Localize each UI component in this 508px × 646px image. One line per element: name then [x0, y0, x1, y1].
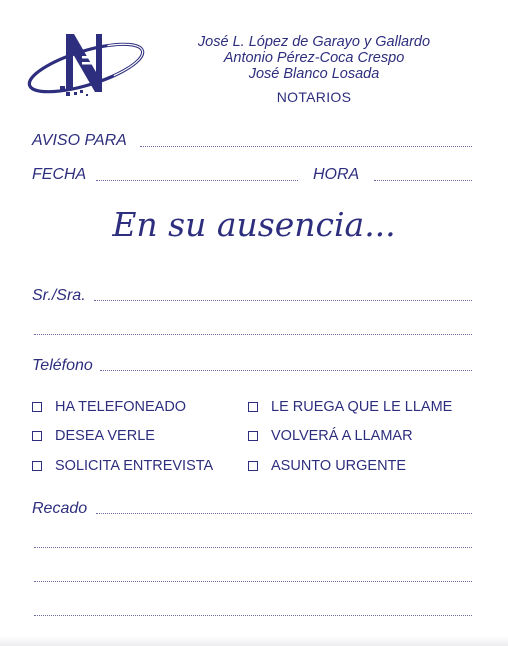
- option-desea-verle[interactable]: [32, 428, 155, 444]
- telefono-label: Teléfono: [32, 357, 93, 374]
- recado-label: Recado: [32, 500, 88, 517]
- hora-field[interactable]: [374, 180, 472, 181]
- sr-sra-label: Sr./Sra.: [32, 287, 86, 304]
- option-le-ruega-que-le-llame[interactable]: [248, 399, 452, 415]
- option-asunto-urgente[interactable]: [248, 458, 406, 474]
- option-label: HA TELEFONEADO: [55, 399, 187, 415]
- recado-field[interactable]: [96, 513, 472, 514]
- checkbox-icon[interactable]: [32, 431, 42, 441]
- fecha-field[interactable]: [96, 180, 298, 181]
- option-volvera-a-llamar[interactable]: [248, 428, 413, 444]
- option-label: VOLVERÁ A LLAMAR: [271, 428, 413, 444]
- option-label: ASUNTO URGENTE: [271, 458, 407, 474]
- checkbox-icon[interactable]: [248, 402, 258, 412]
- notary-header: [192, 34, 436, 105]
- notary-name: José Blanco Losada: [248, 66, 380, 82]
- recado-field-line4[interactable]: [34, 615, 472, 616]
- option-ha-telefoneado[interactable]: [32, 399, 186, 415]
- notarios-subtitle: NOTARIOS: [276, 89, 352, 105]
- page-edge-shadow: [0, 636, 508, 646]
- checkbox-icon[interactable]: [248, 461, 258, 471]
- checkbox-icon[interactable]: [32, 402, 42, 412]
- option-solicita-entrevista[interactable]: [32, 458, 213, 474]
- checkbox-icon[interactable]: [32, 461, 42, 471]
- aviso-para-label: AVISO PARA: [32, 132, 127, 149]
- checkbox-icon[interactable]: [248, 431, 258, 441]
- telefono-field[interactable]: [100, 370, 472, 371]
- hora-label: HORA: [313, 166, 360, 183]
- sr-sra-field[interactable]: [94, 300, 472, 301]
- recado-field-line2[interactable]: [34, 547, 472, 548]
- notary-logo-icon: [24, 28, 148, 100]
- notary-name: Antonio Pérez-Coca Crespo: [223, 50, 405, 66]
- option-label: SOLICITA ENTREVISTA: [55, 458, 214, 474]
- recado-field-line3[interactable]: [34, 581, 472, 582]
- option-label: DESEA VERLE: [55, 428, 155, 444]
- notary-name: José L. López de Garayo y Gallardo: [197, 34, 431, 50]
- fecha-label: FECHA: [32, 166, 87, 183]
- form-title: En su ausencia...: [112, 205, 396, 244]
- sr-sra-field-line2[interactable]: [34, 334, 472, 335]
- aviso-para-field[interactable]: [140, 146, 472, 147]
- option-label: LE RUEGA QUE LE LLAME: [271, 399, 453, 415]
